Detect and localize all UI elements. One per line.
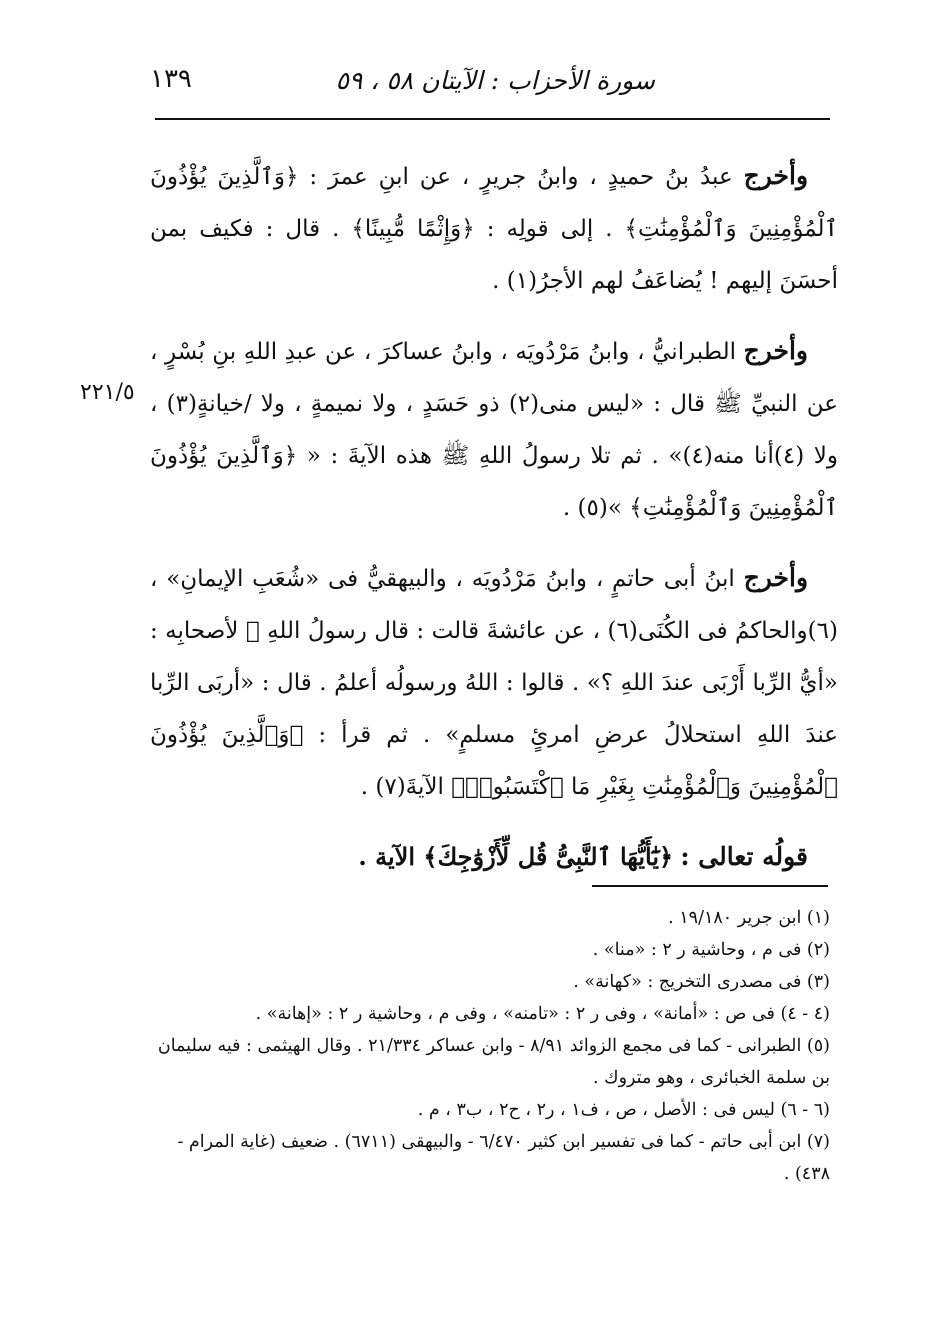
paragraph-text: عبدُ بنُ حميدٍ ، وابنُ جريرٍ ، عن ابنِ عمرَ : ﴿وَٱلَّذِينَ يُؤْذُونَ ٱلْمُؤْمِنِينَ وَٱلْمُؤْمِنَٰتِ﴾ . إلى قولِه : ﴿وَإِثْمًا مُّبِينًا﴾ . قال : فكيف بمن أحسَنَ إليهم ! يُضاعَفُ لهم الأجرُ(١) .	[150, 164, 838, 294]
footnote-rule	[592, 885, 828, 887]
margin-reference: ٢٢١/٥	[80, 380, 135, 405]
paragraph	[150, 552, 838, 813]
footnote: (١) ابن جرير ١٩/١٨٠ .	[668, 908, 830, 928]
paragraph-lead: وأخرج	[743, 336, 808, 365]
running-title: سورة الأحزاب : الآيتان ٥٨ ، ٥٩	[335, 66, 655, 95]
main-text	[150, 150, 838, 884]
paragraph	[150, 150, 838, 307]
footnote: (٦ - ٦) ليس فى : الأصل ، ص ، ف١ ، ر٢ ، ح٢ ، ب٣ ، م .	[417, 1100, 830, 1120]
page-number: ١٣٩	[150, 64, 192, 94]
footnote: (٧) ابن أبى حاتم - كما فى تفسير ابن كثير ٦/٤٧٠ - والبيهقى (٦٧١١) . ضعيف (غاية المرام - ٤٣٨) .	[177, 1132, 830, 1184]
footnotes	[150, 902, 830, 1190]
paragraph	[150, 325, 838, 534]
running-header	[150, 62, 830, 106]
footnote: (٥) الطبرانى - كما فى مجمع الزوائد ٨/٩١ - وابن عساكر ٢١/٣٣٤ . وقال الهيثمى : فيه سليمان بن سلمة الخبائرى ، وهو متروك .	[157, 1036, 830, 1088]
paragraph-text: ابنُ أبى حاتمٍ ، وابنُ مَرْدُويَه ، والبيهقيُّ فى «شُعَبِ الإيمانِ» ، (٦)والحاكمُ فى الكُنَى(٦) ، عن عائشةَ قالت : قال رسولُ اللهِ ﷺ لأصحابِه : «أيُّ الرِّبا أَرْبَى عندَ اللهِ ؟» . قالوا : اللهُ ورسولُه أعلمُ . قال : «أربَى الرِّبا عندَ اللهِ استحلالُ عرضِ امرئٍ مسلمٍ» . ثم قرأ : ﴿وَٱلَّذِينَ يُؤْذُونَ ٱلْمُؤْمِنِينَ وَٱلْمُؤْمِنَٰتِ بِغَيْرِ مَا ٱكْتَسَبُوا۟﴾ الآيةَ(٧) .	[150, 566, 838, 800]
quran-quote: ﴿يَٰٓأَيُّهَا ٱلنَّبِىُّ قُل لِّأَزْوَٰجِكَ﴾ الآية .	[358, 842, 674, 871]
paragraph-lead: قولُه تعالى :	[680, 842, 808, 871]
paragraph-text: الطبرانيُّ ، وابنُ مَرْدُويَه ، وابنُ عساكرَ ، عن عبدِ اللهِ بنِ بُسْرٍ ، عن النبيِّ ﷺ قال : «ليس منى(٢) ذو حَسَدٍ ، ولا نميمةٍ ، ولا /خيانةٍ(٣) ، ولا (٤)أنا منه(٤)» . ثم تلا رسولُ اللهِ ﷺ هذه الآيةَ : « ﴿وَٱلَّذِينَ يُؤْذُونَ ٱلْمُؤْمِنِينَ وَٱلْمُؤْمِنَٰتِ﴾ »(٥) .	[150, 339, 838, 521]
paragraph	[150, 831, 838, 884]
paragraph-lead: وأخرج	[743, 563, 809, 592]
header-rule	[155, 118, 830, 120]
paragraph-lead: وأخرج	[743, 161, 809, 190]
footnote: (٢) فى م ، وحاشية ر ٢ : «منا» .	[592, 940, 830, 960]
footnote: (٣) فى مصدرى التخريج : «كهانة» .	[573, 972, 830, 992]
footnote: (٤ - ٤) فى ص : «أمانة» ، وفى ر ٢ : «تامنه» ، وفى م ، وحاشية ر ٢ : «إهانة» .	[255, 1004, 830, 1024]
